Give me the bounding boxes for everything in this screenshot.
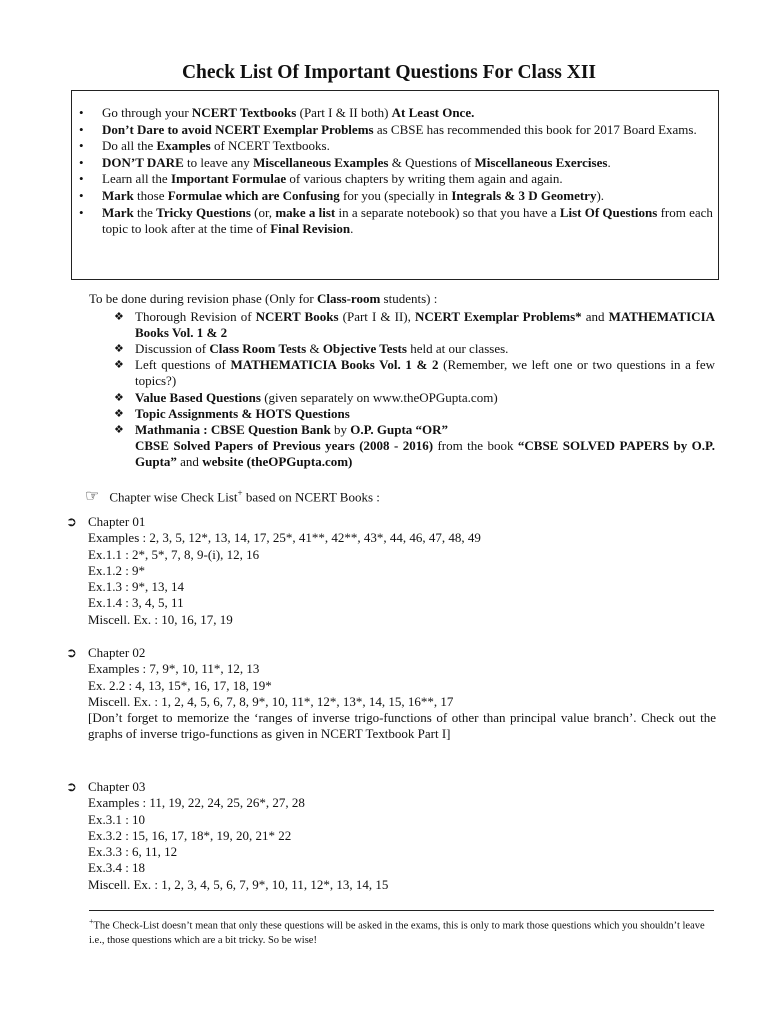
footnote-text: The Check-List doesn’t mean that only these questions will be asked in the exams, this is only to mark those questions which you shouldn’t leave i.e., those questions which are a bit tricky. So be wise! [89,920,705,946]
text-run: MATHEMATICIA Books Vol. 1 & 2 [230,357,439,373]
text-run: (or, [250,204,276,220]
chapter-line: Ex.1.4 : 3, 4, 5, 11 [88,595,184,611]
circled-arrow-icon: ➲ [66,779,77,794]
chapterwise-sup: + [237,488,243,498]
text-run: of various chapters by writing them again and again. [286,171,563,187]
circled-arrow-icon: ➲ [66,645,77,660]
text-run: as CBSE has recommended this book for 2017 Board Exams. [373,121,697,137]
text-run: List Of Questions [559,204,658,220]
tip-item [72,105,714,122]
text-run: Don’t Dare to avoid NCERT Exemplar Problems [102,121,374,137]
revision-item [89,357,715,389]
text-run: to leave any [183,154,254,170]
tip-item [72,171,714,188]
revision-item [89,341,715,357]
four-diamond-icon: ❖ [114,359,124,372]
tip-item [72,155,714,172]
text-run: the [133,204,157,220]
chapter-lines [88,514,716,628]
page-title: Check List Of Important Questions For Class XII [181,62,597,83]
chapterwise-text: Chapter wise Check List [109,489,238,505]
text-run: NCERT Exemplar Problems* [414,308,582,324]
tip-item [72,188,714,205]
text-run: O.P. Gupta “OR” [350,421,449,437]
bullet-dot-icon: • [79,121,84,137]
text-run: At Least Once. [391,105,475,120]
chapter-line: Miscell. Ex. : 1, 2, 3, 4, 5, 6, 7, 9*, 10, 11, 12*, 13, 14, 15 [88,876,389,892]
chapter-block [66,514,716,628]
text-run: and [176,454,203,470]
text-run: from the book [433,438,518,454]
footnote-divider [89,910,714,911]
chapter-block [66,779,716,893]
text-run: Mark [102,187,134,203]
tips-box [71,90,719,280]
text-run: by [330,421,351,437]
chapter-block [66,645,716,743]
text-run: Tricky Questions [156,204,251,220]
text-run: Discussion of [135,340,210,356]
text-run: Integrals & 3 D Geometry [451,187,597,203]
bullet-dot-icon: • [79,154,84,170]
text-run: & [306,340,323,356]
text-run: Mark [102,204,134,220]
revision-intro [89,291,715,308]
text-run: and [581,308,609,324]
text-run: . [350,221,354,237]
chapter-line: Ex.3.3 : 6, 11, 12 [88,844,178,860]
text-run: . [607,154,611,170]
revision-item [89,390,715,406]
tips-list [72,105,714,238]
text-run: CBSE Solved Papers of Previous years (2008 - 2016) [135,438,434,454]
text-run: Mathmania : CBSE Question Bank [135,421,331,437]
four-diamond-icon: ❖ [114,423,124,436]
text-run: of NCERT Textbooks. [210,138,330,154]
text-run: NCERT Books [255,308,339,324]
text-run: Left questions of [135,357,231,373]
chapterwise-suffix: based on NCERT Books : [242,489,380,505]
chapter-line: [Don’t forget to memorize the ‘ranges of inverse trigo-functions of other than principal value branch’. Check out the graphs of inverse trigo-functions as given in NCERT Textbook Part I] [88,710,716,742]
chapter-name: Chapter 01 [88,514,146,529]
revision-item [89,309,715,341]
chapter-line: Ex.1.1 : 2*, 5*, 7, 8, 9-(i), 12, 16 [88,546,260,562]
chapter-line: Ex.3.4 : 18 [88,860,146,876]
chapter-line: Ex.3.1 : 10 [88,811,146,827]
four-diamond-icon: ❖ [114,391,124,404]
chapter-line: Examples : 2, 3, 5, 12*, 13, 14, 17, 25*, 41**, 42**, 43*, 44, 46, 47, 48, 49 [88,530,481,546]
text-run: (given separately on www.theOPGupta.com) [260,389,498,405]
chapter-name: Chapter 02 [88,645,146,660]
text-run: Miscellaneous Exercises [474,154,608,170]
chapter-line: Ex.1.2 : 9* [88,562,146,578]
tip-item [72,205,714,238]
tip-item [72,138,714,155]
text-run: Learn all the [102,171,171,187]
text-run: “CBSE SOLVED PAPERS by O.P. Gupta” [135,438,715,470]
text-run: from each topic to look after at the time of [102,204,713,237]
chapter-lines [88,645,716,743]
chapter-line: Examples : 11, 19, 22, 24, 25, 26*, 27, 28 [88,795,305,811]
chapterwise-heading [85,485,380,506]
text-run: students) : [380,291,438,306]
revision-item [89,422,715,471]
chapter-lines [88,779,716,893]
bullet-dot-icon: • [79,105,84,120]
circled-arrow-icon: ➲ [66,514,77,529]
text-run: To be done during revision phase (Only for [89,291,317,306]
footnote-sup: + [89,917,94,926]
text-run: Examples [156,138,211,154]
text-run: DON’T DARE [102,154,184,170]
revision-list [89,309,715,471]
bullet-dot-icon: • [79,171,84,187]
bullet-dot-icon: • [79,204,84,220]
four-diamond-icon: ❖ [114,310,124,323]
chapter-name: Chapter 03 [88,779,146,794]
text-run: held at our classes. [406,340,509,356]
chapter-line: Ex.1.3 : 9*, 13, 14 [88,579,185,595]
text-run: Do all the [102,138,157,154]
text-run: Go through your [102,105,192,120]
text-run: & Questions of [388,154,475,170]
text-run: Class Room Tests [209,340,307,356]
text-run: (Part I & II), [338,308,415,324]
text-run: NCERT Textbooks [191,105,297,120]
chapter-line: Miscell. Ex. : 1, 2, 4, 5, 6, 7, 8, 9*, 10, 11*, 12*, 13*, 14, 15, 16**, 17 [88,693,454,709]
text-run: those [133,187,168,203]
text-run: Final Revision [270,221,351,237]
chapter-line: Ex.3.2 : 15, 16, 17, 18*, 19, 20, 21* 22 [88,827,292,843]
revision-item [89,406,715,422]
footnote [89,915,715,948]
text-run: for you (specially in [339,187,452,203]
text-run: (Remember, we left one or two questions in a few topics?) [135,357,715,389]
text-run: Objective Tests [322,340,407,356]
text-run: Value Based Questions [135,389,261,405]
chapter-line: Ex. 2.2 : 4, 13, 15*, 16, 17, 18, 19* [88,677,272,693]
text-run: Formulae which are Confusing [167,187,340,203]
chapter-line: Examples : 7, 9*, 10, 11*, 12, 13 [88,661,260,677]
bullet-dot-icon: • [79,138,84,154]
text-run: make a list [275,204,336,220]
revision-section [89,291,715,471]
four-diamond-icon: ❖ [114,407,124,420]
text-run: Thorough Revision of [135,308,256,324]
text-run: Important Formulae [170,171,287,187]
text-run: (Part I & II both) [296,105,392,120]
text-run: Miscellaneous Examples [253,154,389,170]
text-run: in a separate notebook) so that you have a [335,204,560,220]
pointing-hand-icon: ☞ [85,488,100,506]
text-run: Class-room [316,291,381,306]
text-run: website (theOPGupta.com) [202,454,353,470]
four-diamond-icon: ❖ [114,342,124,355]
chapter-line: Miscell. Ex. : 10, 16, 17, 19 [88,611,233,627]
text-run: ). [596,187,605,203]
text-run: MATHEMATICIA Books Vol. 1 & 2 [135,308,716,340]
bullet-dot-icon: • [79,187,84,203]
text-run: Topic Assignments & HOTS Questions [135,405,350,421]
tip-item [72,122,714,139]
